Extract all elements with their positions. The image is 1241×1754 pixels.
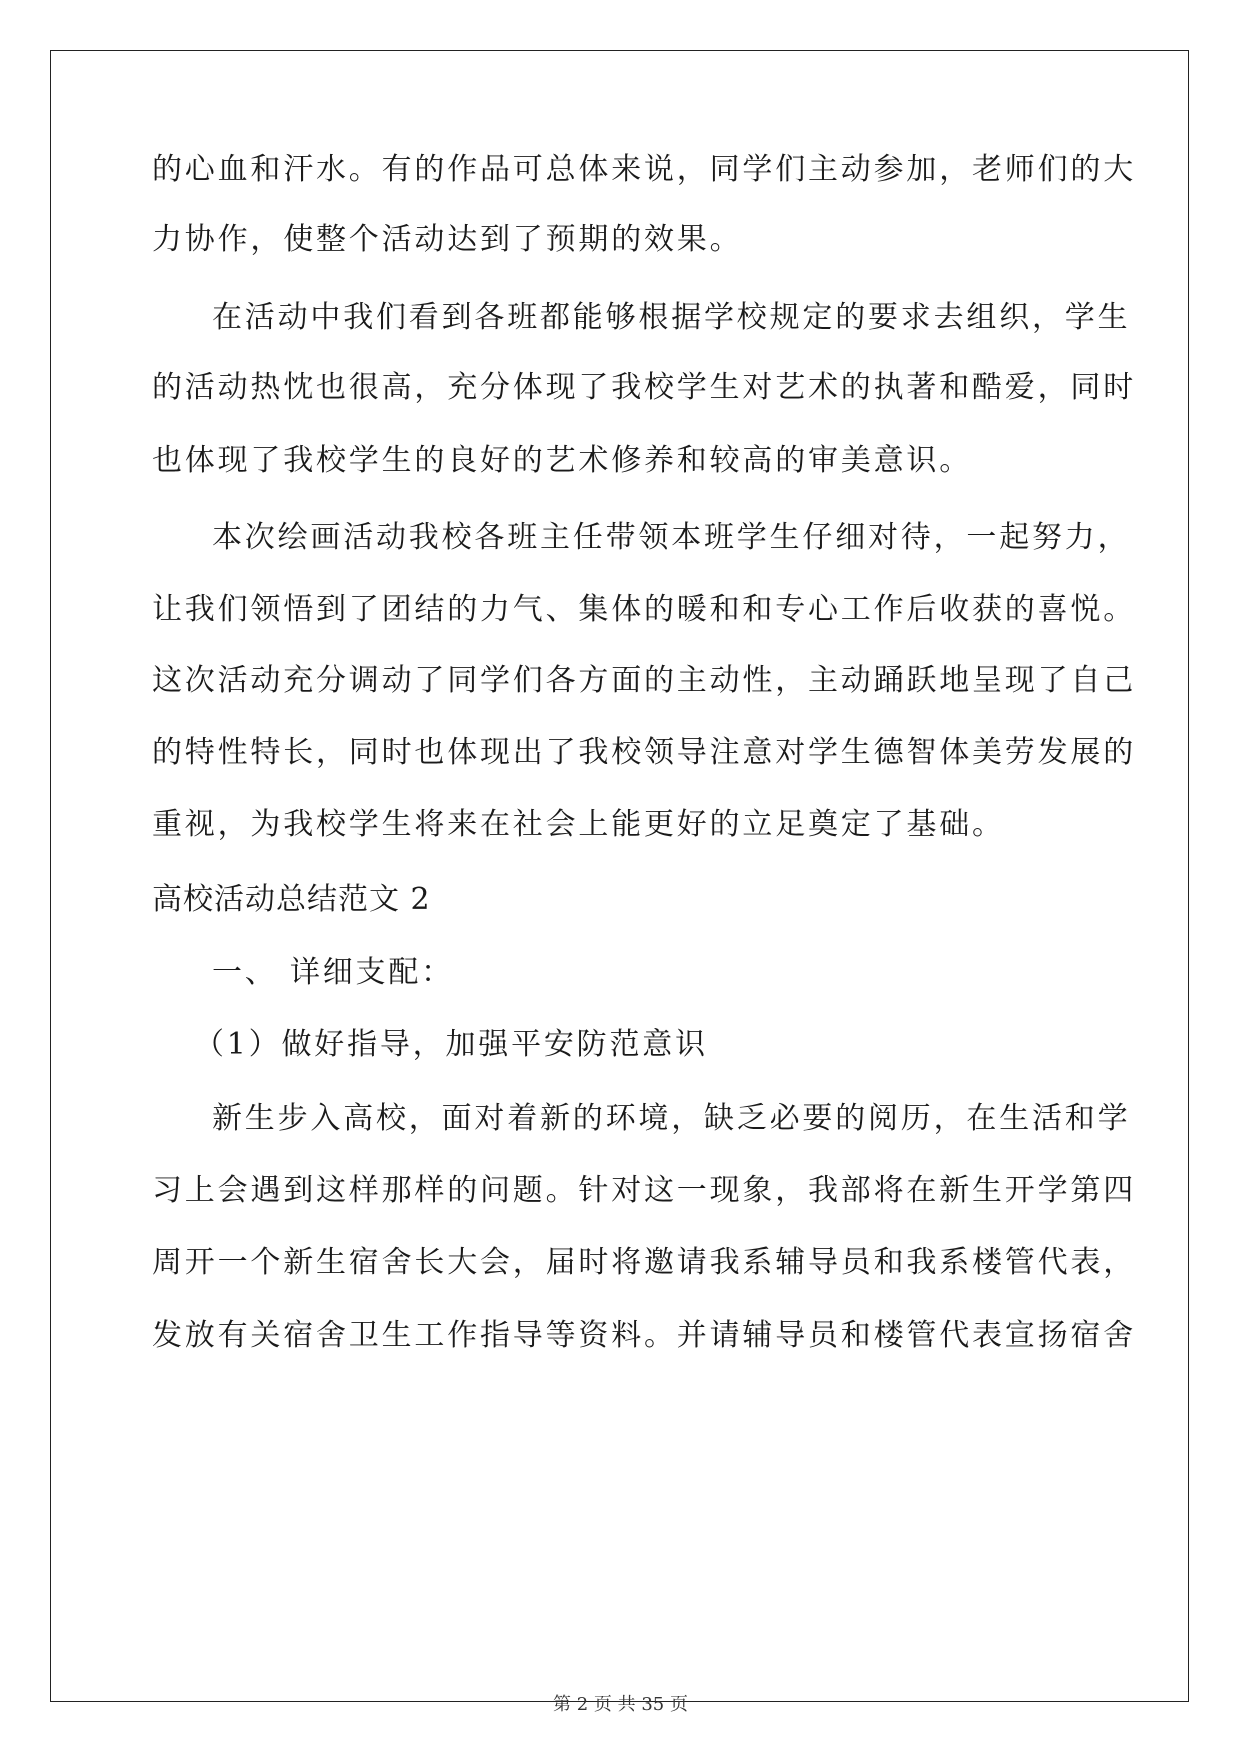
paragraph-4-line-2: 习上会遇到这样那样的问题。针对这一现象，我部将在新生开学第四 xyxy=(152,1173,1136,1208)
paragraph-4-line-4: 发放有关宿舍卫生工作指导等资料。并请辅导员和楼管代表宣扬宿舍 xyxy=(152,1318,1136,1353)
paragraph-3-line-1: 本次绘画活动我校各班主任带领本班学生仔细对待，一起努力， xyxy=(212,520,1131,555)
paragraph-2-line-3: 也体现了我校学生的良好的艺术修养和较高的审美意识。 xyxy=(152,443,972,478)
paragraph-4-line-1: 新生步入高校，面对着新的环境，缺乏必要的阅历，在生活和学 xyxy=(212,1101,1131,1136)
paragraph-3-line-5: 重视，为我校学生将来在社会上能更好的立足奠定了基础。 xyxy=(152,807,1005,842)
paragraph-3-line-3: 这次活动充分调动了同学们各方面的主动性，主动踊跃地呈现了自己 xyxy=(152,663,1136,698)
page-border xyxy=(50,50,1189,1702)
paragraph-2-line-2: 的活动热忱也很高，充分体现了我校学生对艺术的执著和酷爱，同时 xyxy=(152,370,1136,405)
paragraph-3-line-2: 让我们领悟到了团结的力气、集体的暖和和专心工作后收获的喜悦。 xyxy=(152,592,1136,627)
paragraph-1-line-2: 力协作，使整个活动达到了预期的效果。 xyxy=(152,222,743,257)
item-heading: （1）做好指导，加强平安防范意识 xyxy=(194,1027,708,1062)
section-title: 高校活动总结范文 2 xyxy=(152,882,431,917)
paragraph-3-line-4: 的特性特长，同时也体现出了我校领导注意对学生德智体美劳发展的 xyxy=(152,735,1136,770)
paragraph-4-line-3: 周开一个新生宿舍长大会，届时将邀请我系辅导员和我系楼管代表， xyxy=(152,1245,1136,1280)
subsection-heading: 一、 详细支配： xyxy=(212,955,454,990)
paragraph-2-line-1: 在活动中我们看到各班都能够根据学校规定的要求去组织，学生 xyxy=(212,300,1131,335)
page-number-footer: 第 2 页 共 35 页 xyxy=(553,1694,688,1715)
paragraph-1-line-1: 的心血和汗水。有的作品可总体来说，同学们主动参加，老师们的大 xyxy=(152,152,1136,187)
